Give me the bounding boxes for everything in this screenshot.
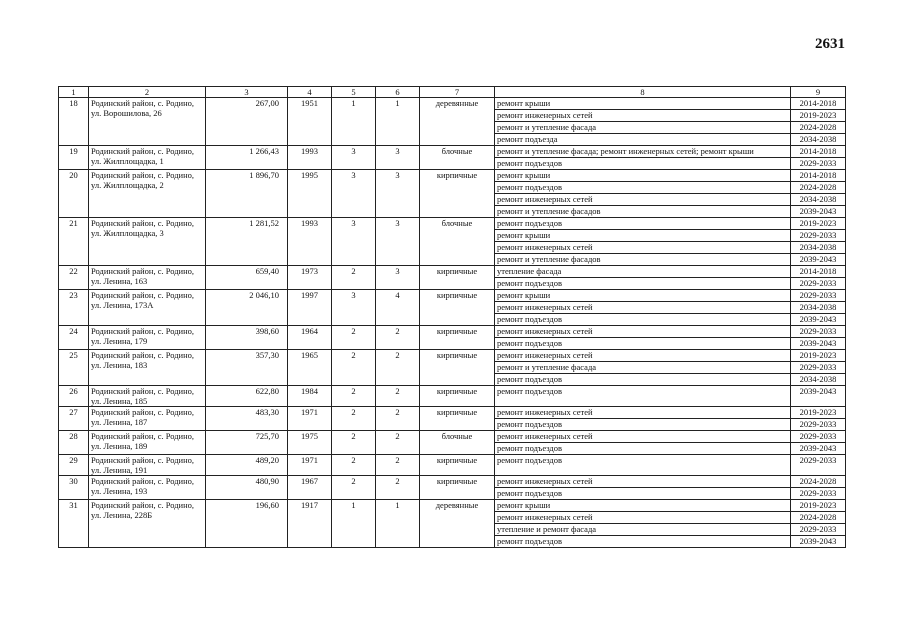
work-period-cell: 2029-2033 — [791, 455, 846, 476]
work-type-cell: ремонт инженерных сетей — [495, 512, 791, 524]
column-header: 6 — [376, 87, 420, 98]
wall-material-cell: кирпичные — [420, 290, 495, 326]
work-type-cell: ремонт подъездов — [495, 386, 791, 407]
area-cell: 725,70 — [206, 431, 288, 455]
area-cell: 622,80 — [206, 386, 288, 407]
floors-cell: 1 — [332, 500, 376, 548]
work-period-cell: 2029-2033 — [791, 524, 846, 536]
column-number-row — [59, 87, 846, 98]
work-period-cell: 2029-2033 — [791, 290, 846, 302]
building-row — [59, 98, 846, 110]
building-row — [59, 146, 846, 158]
floors-cell: 2 — [332, 350, 376, 386]
floors-cell: 2 — [332, 326, 376, 350]
entrances-cell: 4 — [376, 290, 420, 326]
row-number-cell: 30 — [59, 476, 89, 500]
row-number-cell: 29 — [59, 455, 89, 476]
work-type-cell: ремонт инженерных сетей — [495, 194, 791, 206]
floors-cell: 2 — [332, 455, 376, 476]
year-cell: 1917 — [288, 500, 332, 548]
column-header: 1 — [59, 87, 89, 98]
row-number-cell: 27 — [59, 407, 89, 431]
work-type-cell: ремонт инженерных сетей — [495, 350, 791, 362]
work-type-cell: утепление фасада — [495, 266, 791, 278]
work-type-cell: ремонт инженерных сетей — [495, 431, 791, 443]
work-period-cell: 2029-2033 — [791, 419, 846, 431]
work-type-cell: ремонт подъездов — [495, 182, 791, 194]
work-type-cell: ремонт подъездов — [495, 488, 791, 500]
entrances-cell: 2 — [376, 407, 420, 431]
work-type-cell: ремонт инженерных сетей — [495, 407, 791, 419]
year-cell: 1964 — [288, 326, 332, 350]
wall-material-cell: деревянные — [420, 500, 495, 548]
area-cell: 398,60 — [206, 326, 288, 350]
column-header: 7 — [420, 87, 495, 98]
work-type-cell: ремонт и утепление фасадов — [495, 254, 791, 266]
work-period-cell: 2024-2028 — [791, 122, 846, 134]
work-type-cell: ремонт подъездов — [495, 314, 791, 326]
work-period-cell: 2029-2033 — [791, 278, 846, 290]
work-period-cell: 2039-2043 — [791, 386, 846, 407]
address-cell: Родинский район, с. Родино, ул. Ленина, 228Б — [89, 500, 206, 548]
column-header: 2 — [89, 87, 206, 98]
work-period-cell: 2019-2023 — [791, 350, 846, 362]
entrances-cell: 3 — [376, 266, 420, 290]
entrances-cell: 2 — [376, 386, 420, 407]
entrances-cell: 3 — [376, 146, 420, 170]
work-type-cell: ремонт подъездов — [495, 218, 791, 230]
work-period-cell: 2024-2028 — [791, 476, 846, 488]
row-number-cell: 20 — [59, 170, 89, 218]
floors-cell: 2 — [332, 407, 376, 431]
work-period-cell: 2024-2028 — [791, 512, 846, 524]
column-header: 8 — [495, 87, 791, 98]
entrances-cell: 2 — [376, 326, 420, 350]
column-header: 5 — [332, 87, 376, 98]
work-type-cell: ремонт инженерных сетей — [495, 242, 791, 254]
floors-cell: 2 — [332, 476, 376, 500]
address-cell: Родинский район, с. Родино, ул. Ленина, 189 — [89, 431, 206, 455]
row-number-cell: 21 — [59, 218, 89, 266]
work-period-cell: 2024-2028 — [791, 182, 846, 194]
building-row — [59, 326, 846, 338]
building-row — [59, 386, 846, 407]
floors-cell: 3 — [332, 146, 376, 170]
wall-material-cell: кирпичные — [420, 386, 495, 407]
floors-cell: 1 — [332, 98, 376, 146]
address-cell: Родинский район, с. Родино, ул. Жилплощадка, 3 — [89, 218, 206, 266]
year-cell: 1993 — [288, 146, 332, 170]
wall-material-cell: кирпичные — [420, 326, 495, 350]
column-header: 3 — [206, 87, 288, 98]
entrances-cell: 1 — [376, 500, 420, 548]
building-row — [59, 476, 846, 488]
year-cell: 1971 — [288, 455, 332, 476]
work-type-cell: ремонт крыши — [495, 230, 791, 242]
address-cell: Родинский район, с. Родино, ул. Жилплощадка, 2 — [89, 170, 206, 218]
work-type-cell: ремонт инженерных сетей — [495, 326, 791, 338]
work-type-cell: ремонт подъездов — [495, 278, 791, 290]
year-cell: 1997 — [288, 290, 332, 326]
area-cell: 1 896,70 — [206, 170, 288, 218]
address-cell: Родинский район, с. Родино, ул. Ленина, 187 — [89, 407, 206, 431]
work-period-cell: 2029-2033 — [791, 488, 846, 500]
work-period-cell: 2039-2043 — [791, 338, 846, 350]
row-number-cell: 19 — [59, 146, 89, 170]
area-cell: 483,30 — [206, 407, 288, 431]
floors-cell: 3 — [332, 218, 376, 266]
floors-cell: 3 — [332, 290, 376, 326]
work-period-cell: 2029-2033 — [791, 230, 846, 242]
work-type-cell: ремонт подъездов — [495, 338, 791, 350]
work-period-cell: 2029-2033 — [791, 431, 846, 443]
row-number-cell: 28 — [59, 431, 89, 455]
area-cell: 2 046,10 — [206, 290, 288, 326]
address-cell: Родинский район, с. Родино, ул. Ленина, 185 — [89, 386, 206, 407]
building-row — [59, 170, 846, 182]
floors-cell: 3 — [332, 170, 376, 218]
row-number-cell: 18 — [59, 98, 89, 146]
entrances-cell: 1 — [376, 98, 420, 146]
row-number-cell: 22 — [59, 266, 89, 290]
work-period-cell: 2039-2043 — [791, 206, 846, 218]
wall-material-cell: блочные — [420, 431, 495, 455]
building-row — [59, 218, 846, 230]
area-cell: 267,00 — [206, 98, 288, 146]
work-period-cell: 2029-2033 — [791, 158, 846, 170]
floors-cell: 2 — [332, 386, 376, 407]
year-cell: 1995 — [288, 170, 332, 218]
entrances-cell: 3 — [376, 218, 420, 266]
entrances-cell: 2 — [376, 431, 420, 455]
wall-material-cell: деревянные — [420, 98, 495, 146]
wall-material-cell: кирпичные — [420, 350, 495, 386]
area-cell: 489,20 — [206, 455, 288, 476]
column-header: 4 — [288, 87, 332, 98]
work-period-cell: 2014-2018 — [791, 170, 846, 182]
year-cell: 1993 — [288, 218, 332, 266]
work-period-cell: 2019-2023 — [791, 218, 846, 230]
work-period-cell: 2039-2043 — [791, 536, 846, 548]
area-cell: 659,40 — [206, 266, 288, 290]
area-cell: 1 266,43 — [206, 146, 288, 170]
work-period-cell: 2034-2038 — [791, 374, 846, 386]
work-period-cell: 2034-2038 — [791, 194, 846, 206]
year-cell: 1975 — [288, 431, 332, 455]
building-row — [59, 407, 846, 419]
work-type-cell: утепление и ремонт фасада — [495, 524, 791, 536]
work-type-cell: ремонт крыши — [495, 170, 791, 182]
work-type-cell: ремонт подъездов — [495, 536, 791, 548]
page-number: 2631 — [815, 36, 845, 52]
area-cell: 357,30 — [206, 350, 288, 386]
floors-cell: 2 — [332, 266, 376, 290]
work-type-cell: ремонт инженерных сетей — [495, 302, 791, 314]
work-type-cell: ремонт подъездов — [495, 158, 791, 170]
wall-material-cell: блочные — [420, 146, 495, 170]
floors-cell: 2 — [332, 431, 376, 455]
wall-material-cell: блочные — [420, 218, 495, 266]
area-cell: 1 281,52 — [206, 218, 288, 266]
entrances-cell: 2 — [376, 476, 420, 500]
work-type-cell: ремонт инженерных сетей — [495, 110, 791, 122]
work-period-cell: 2014-2018 — [791, 98, 846, 110]
work-period-cell: 2039-2043 — [791, 443, 846, 455]
wall-material-cell: кирпичные — [420, 455, 495, 476]
wall-material-cell: кирпичные — [420, 170, 495, 218]
capital-repair-table — [58, 86, 846, 548]
year-cell: 1965 — [288, 350, 332, 386]
work-type-cell: ремонт крыши — [495, 290, 791, 302]
work-period-cell: 2039-2043 — [791, 314, 846, 326]
building-row — [59, 431, 846, 443]
work-period-cell: 2014-2018 — [791, 266, 846, 278]
work-period-cell: 2019-2023 — [791, 500, 846, 512]
address-cell: Родинский район, с. Родино, ул. Ленина, 183 — [89, 350, 206, 386]
table-body — [59, 87, 846, 548]
address-cell: Родинский район, с. Родино, ул. Ленина, 163 — [89, 266, 206, 290]
year-cell: 1973 — [288, 266, 332, 290]
work-period-cell: 2014-2018 — [791, 146, 846, 158]
row-number-cell: 23 — [59, 290, 89, 326]
work-type-cell: ремонт крыши — [495, 98, 791, 110]
year-cell: 1951 — [288, 98, 332, 146]
work-type-cell: ремонт подъездов — [495, 419, 791, 431]
work-type-cell: ремонт и утепление фасада; ремонт инженерных сетей; ремонт крыши — [495, 146, 791, 158]
area-cell: 480,90 — [206, 476, 288, 500]
building-row — [59, 266, 846, 278]
work-period-cell: 2034-2038 — [791, 302, 846, 314]
work-type-cell: ремонт подъезда — [495, 134, 791, 146]
work-type-cell: ремонт и утепление фасадов — [495, 206, 791, 218]
row-number-cell: 31 — [59, 500, 89, 548]
work-type-cell: ремонт подъездов — [495, 455, 791, 476]
address-cell: Родинский район, с. Родино, ул. Ворошилова, 26 — [89, 98, 206, 146]
building-row — [59, 290, 846, 302]
work-type-cell: ремонт подъездов — [495, 443, 791, 455]
wall-material-cell: кирпичные — [420, 476, 495, 500]
work-period-cell: 2029-2033 — [791, 326, 846, 338]
address-cell: Родинский район, с. Родино, ул. Ленина, 179 — [89, 326, 206, 350]
building-row — [59, 455, 846, 476]
entrances-cell: 2 — [376, 455, 420, 476]
work-type-cell: ремонт инженерных сетей — [495, 476, 791, 488]
entrances-cell: 2 — [376, 350, 420, 386]
address-cell: Родинский район, с. Родино, ул. Ленина, 191 — [89, 455, 206, 476]
work-period-cell: 2029-2033 — [791, 362, 846, 374]
year-cell: 1971 — [288, 407, 332, 431]
wall-material-cell: кирпичные — [420, 407, 495, 431]
row-number-cell: 25 — [59, 350, 89, 386]
year-cell: 1967 — [288, 476, 332, 500]
wall-material-cell: кирпичные — [420, 266, 495, 290]
building-row — [59, 500, 846, 512]
work-type-cell: ремонт и утепление фасада — [495, 122, 791, 134]
work-period-cell: 2034-2038 — [791, 242, 846, 254]
area-cell: 196,60 — [206, 500, 288, 548]
address-cell: Родинский район, с. Родино, ул. Жилплощадка, 1 — [89, 146, 206, 170]
work-type-cell: ремонт и утепление фасада — [495, 362, 791, 374]
work-period-cell: 2039-2043 — [791, 254, 846, 266]
address-cell: Родинский район, с. Родино, ул. Ленина, 193 — [89, 476, 206, 500]
year-cell: 1984 — [288, 386, 332, 407]
entrances-cell: 3 — [376, 170, 420, 218]
column-header: 9 — [791, 87, 846, 98]
work-type-cell: ремонт подъездов — [495, 374, 791, 386]
work-period-cell: 2034-2038 — [791, 134, 846, 146]
work-period-cell: 2019-2023 — [791, 110, 846, 122]
row-number-cell: 24 — [59, 326, 89, 350]
work-type-cell: ремонт крыши — [495, 500, 791, 512]
address-cell: Родинский район, с. Родино, ул. Ленина, 173А — [89, 290, 206, 326]
building-row — [59, 350, 846, 362]
row-number-cell: 26 — [59, 386, 89, 407]
work-period-cell: 2019-2023 — [791, 407, 846, 419]
